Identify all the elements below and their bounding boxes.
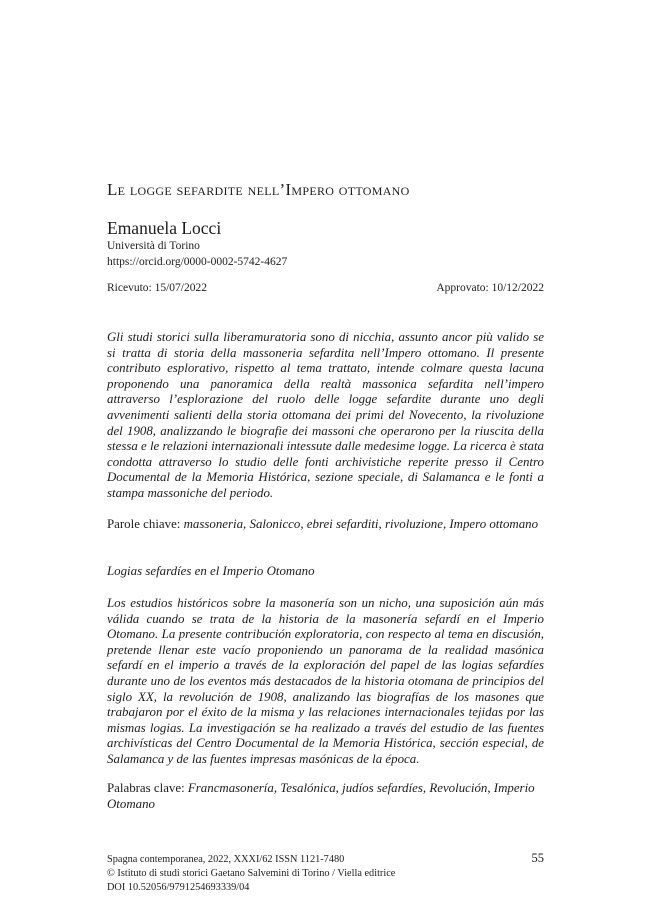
- author-affiliation: Università di Torino: [107, 240, 200, 252]
- doi[interactable]: DOI 10.52056/9791254693339/04: [107, 882, 250, 893]
- keywords-label: Palabras clave:: [107, 781, 185, 795]
- keywords-label: Parole chiave:: [107, 517, 181, 531]
- orcid-link[interactable]: https://orcid.org/0000-0002-5742-4627: [107, 256, 288, 268]
- page-footer: [107, 853, 544, 895]
- journal-page: [107, 0, 544, 917]
- article-title: Le logge sefardite nell’Impero ottomano: [107, 180, 410, 199]
- keywords-values: Francmasonería, Tesalónica, judíos sefardíes, Revolución, Imperio Otomano: [107, 781, 535, 811]
- spanish-title: Logias sefardíes en el Imperio Otomano: [107, 564, 315, 578]
- submission-dates: [107, 282, 544, 294]
- author-name: Emanuela Locci: [107, 218, 222, 238]
- journal-info: Spagna contemporanea, 2022, XXXI/62 ISSN 1121-7480: [107, 854, 345, 865]
- copyright-notice: © Istituto di studi storici Gaetano Salvemini di Torino / Viella editrice: [107, 868, 396, 879]
- author-info: [107, 238, 287, 270]
- keywords-italian: [107, 517, 544, 533]
- page-number: 55: [531, 851, 544, 865]
- abstract-italian: Gli studi storici sulla liberamuratoria sono di nicchia, assunto ancor più valido se si tratta di storia della massoneria sefardita nell’Impero ottomano. Il presente contributo esplorativo, rispetto al tema trattato, intende colmare questa lacuna proponendo una panoramica della realtà massonica sefardita nell’impero attraverso l’esplorazione del ruolo delle logge sefardite durante uno degli avvenimenti salienti della storia ottomana dei primi del Novecento, la rivoluzione del 1908, analizzando le biografie dei massoni che operarono per la riuscita della stessa e le relazioni internazionali intessute dalle medesime logge. La ricerca è stata condotta attraverso lo studio delle fonti archivistiche reperite presso il Centro Documental de la Memoria Histórica, sezione speciale, di Salamanca e le fonti a stampa massoniche del periodo.: [107, 330, 544, 500]
- abstract-spanish: Los estudios históricos sobre la masonería son un nicho, una suposición aún más válida cuando se trata de la historia de la masonería sefardí en el Imperio Otomano. La presente contribución exploratoria, con respecto al tema en discusión, pretende llenar este vacío proponiendo un panorama de la realidad masónica sefardí en el imperio a través de la exploración del papel de las logias sefardíes durante uno de los eventos más destacados de la historia otomana de principios del siglo XX, la revolución de 1908, analizando las biografías de los masones que trabajaron por el éxito de la misma y las relaciones internacionales tejidas por las mismas logias. La investigación se ha realizado a través del estudio de las fuentes archivísticas del Centro Documental de la Memoria Histórica, sección especial, de Salamanca y de las fuentes impresas masónicas de la época.: [107, 596, 544, 766]
- keywords-spanish: [107, 781, 544, 812]
- approved-date: Approvato: 10/12/2022: [436, 282, 544, 294]
- received-date: Ricevuto: 15/07/2022: [107, 282, 207, 294]
- keywords-values: massoneria, Salonicco, ebrei sefarditi, rivoluzione, Impero ottomano: [183, 517, 539, 531]
